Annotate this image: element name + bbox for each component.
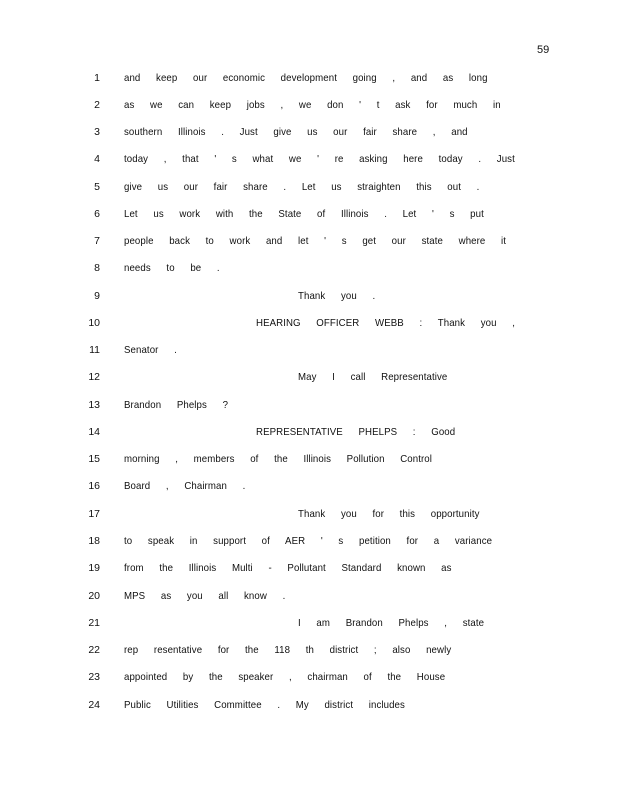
line-number: 8 [94, 262, 100, 274]
transcript-line [0, 287, 618, 305]
transcript-line [0, 123, 618, 141]
transcript-line [0, 532, 618, 550]
line-text: and keep our economic development going , and as long [124, 72, 488, 84]
line-number: 5 [94, 181, 100, 193]
line-number: 22 [88, 644, 100, 656]
transcript-line [0, 423, 618, 441]
transcript-line [0, 559, 618, 577]
line-number: 13 [88, 399, 100, 411]
line-number: 3 [94, 126, 100, 138]
line-number: 15 [88, 453, 100, 465]
line-number: 11 [89, 344, 100, 356]
line-number: 4 [94, 153, 100, 165]
line-number: 6 [94, 208, 100, 220]
line-text: HEARING OFFICER WEBB : Thank you , [256, 317, 515, 329]
line-text: to speak in support of AER ' s petition for a variance [124, 535, 493, 547]
line-number: 18 [88, 535, 100, 547]
line-number: 20 [88, 590, 100, 602]
transcript-line [0, 368, 618, 386]
line-text: Thank you for this opportunity [298, 508, 480, 520]
line-number: 2 [94, 99, 100, 111]
line-text: Board , Chairman . [124, 480, 246, 492]
line-number: 24 [88, 699, 100, 711]
line-text: Public Utilities Committee . My district includes [124, 699, 405, 711]
transcript-line [0, 96, 618, 114]
transcript-line [0, 150, 618, 168]
transcript-line [0, 614, 618, 632]
line-number: 14 [88, 426, 100, 438]
transcript-line [0, 69, 618, 87]
line-text: I am Brandon Phelps , state [298, 617, 485, 629]
line-text: MPS as you all know . [124, 590, 286, 602]
line-text: as we can keep jobs , we don ' t ask for much in [124, 99, 501, 111]
line-text: appointed by the speaker , chairman of the House [124, 671, 446, 683]
transcript-line [0, 668, 618, 686]
line-text: Senator . [124, 344, 177, 356]
line-number: 16 [88, 480, 100, 492]
transcript-line [0, 341, 618, 359]
line-number: 23 [88, 671, 100, 683]
transcript-line [0, 505, 618, 523]
line-number: 21 [88, 617, 100, 629]
line-number: 17 [88, 508, 100, 520]
line-text: Brandon Phelps ? [124, 399, 229, 411]
line-number: 12 [88, 371, 100, 383]
line-text: from the Illinois Multi - Pollutant Standard known as [124, 562, 452, 574]
line-text: morning , members of the Illinois Pollution Control [124, 453, 433, 465]
line-text: people back to work and let ' s get our state where it [124, 235, 507, 247]
transcript-line [0, 587, 618, 605]
line-text: Thank you . [298, 290, 376, 302]
line-number: 9 [94, 290, 100, 302]
line-number: 7 [94, 235, 100, 247]
transcript-line [0, 696, 618, 714]
transcript-line [0, 396, 618, 414]
transcript-line [0, 450, 618, 468]
transcript-line [0, 314, 618, 332]
line-text: rep resentative for the 118 th district ; also newly [124, 644, 452, 656]
line-text: needs to be . [124, 262, 220, 274]
line-text: southern Illinois . Just give us our fair share , and [124, 126, 468, 138]
line-number: 19 [88, 562, 100, 574]
line-text: May I call Representative [298, 371, 448, 383]
transcript-line [0, 259, 618, 277]
line-text: give us our fair share . Let us straighten this out . [124, 181, 480, 193]
line-text: Let us work with the State of Illinois . Let ' s put [124, 208, 484, 220]
line-number: 1 [94, 72, 100, 84]
transcript-line [0, 477, 618, 495]
line-number: 10 [88, 317, 100, 329]
transcript-line [0, 178, 618, 196]
transcript-line [0, 641, 618, 659]
page-number: 59 [537, 44, 550, 56]
line-text: today , that ' s what we ' re asking here today . Just [124, 153, 515, 165]
transcript-line [0, 205, 618, 223]
line-text: REPRESENTATIVE PHELPS : Good [256, 426, 456, 438]
transcript-line [0, 232, 618, 250]
